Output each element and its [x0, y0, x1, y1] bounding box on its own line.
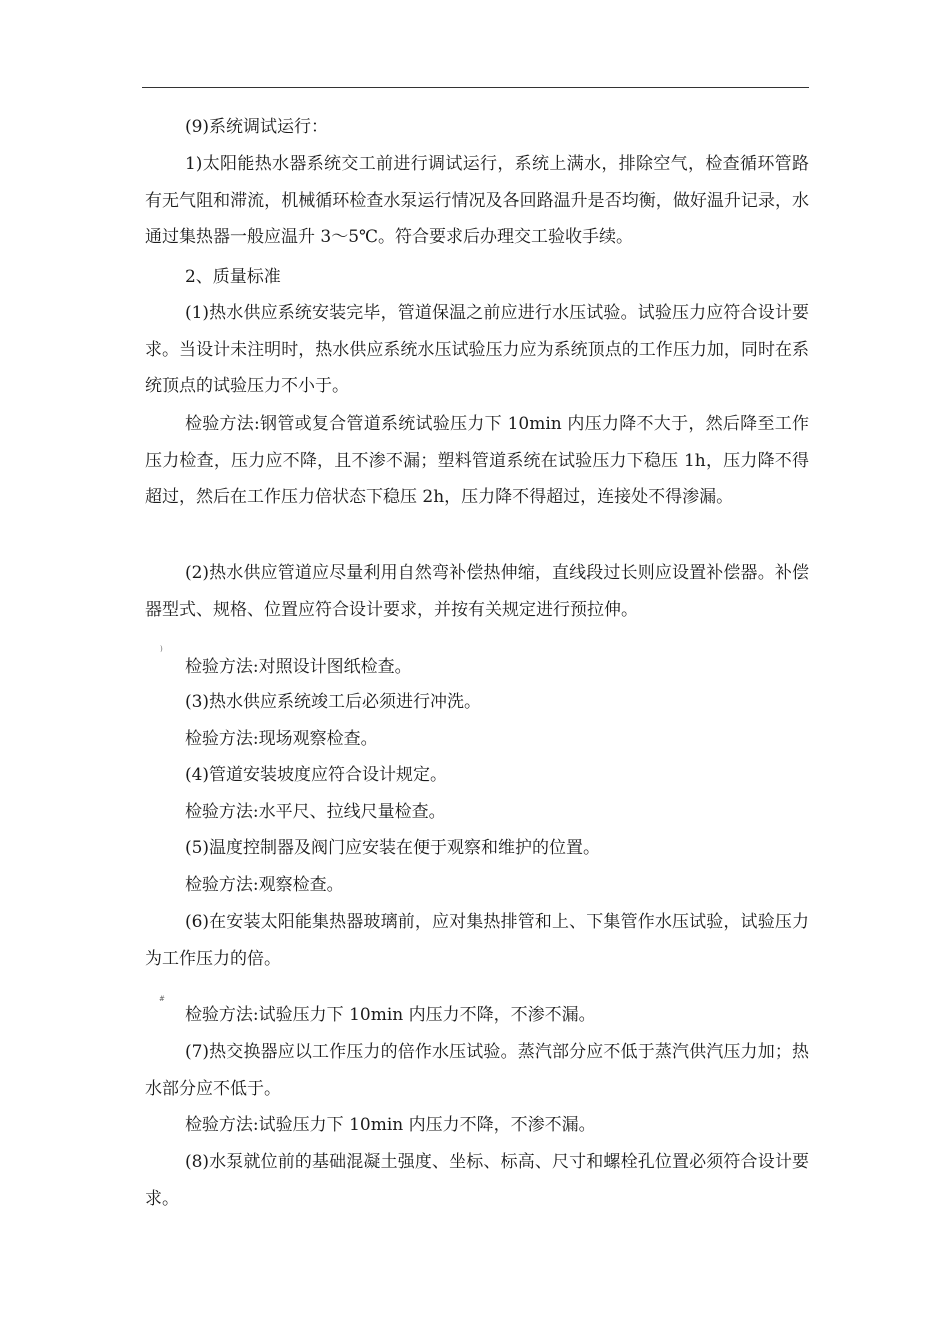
- header-rule: [142, 87, 809, 88]
- paragraph-inspection-method-5: 检验方法:观察检查。: [184, 875, 344, 895]
- stray-mark: ): [160, 645, 163, 653]
- paragraph-item-1: (1)热水供应系统安装完毕，管道保温之前应进行水压试验。试验压力应符合设计要求。当设计未注明时，热水供应系统水压试验压力应为系统顶点的工作压力加，同时在系统顶点的试验压力不小于。: [145, 303, 809, 396]
- paragraph-item-3: (3)热水供应系统竣工后必须进行冲洗。: [184, 692, 482, 712]
- paragraph-solar-commissioning: 1)太阳能热水器系统交工前进行调试运行，系统上满水，排除空气，检查循环管路有无气阻和滞流，机械循环检查水泵运行情况及各回路温升是否均衡，做好温升记录，水通过集热器一般应温升 3～5℃。符合要求后办理交工验收手续。: [145, 154, 809, 247]
- paragraph-item-2: (2)热水供应管道应尽量利用自然弯补偿热伸缩，直线段过长则应设置补偿器。补偿器型式、规格、位置应符合设计要求，并按有关规定进行预拉伸。: [145, 563, 809, 620]
- paragraph-item-4: (4)管道安装坡度应符合设计规定。: [184, 765, 448, 785]
- paragraph-inspection-method-3: 检验方法:现场观察检查。: [184, 729, 378, 749]
- paragraph-item-7: (7)热交换器应以工作压力的倍作水压试验。蒸汽部分应不低于蒸汽供汽压力加；热水部分应不低于。: [145, 1042, 809, 1099]
- paragraph-item-6: (6)在安装太阳能集热器玻璃前，应对集热排管和上、下集管作水压试验，试验压力为工作压力的倍。: [145, 912, 809, 969]
- paragraph-inspection-method-7: 检验方法:试验压力下 10min 内压力不降，不渗不漏。: [184, 1115, 596, 1135]
- stray-mark: #: [159, 995, 165, 1003]
- paragraph-inspection-method-4: 检验方法:水平尺、拉线尺量检查。: [184, 802, 446, 822]
- paragraph-inspection-method-1: 检验方法:钢管或复合管道系统试验压力下 10min 内压力降不大于，然后降至工作压力检查，压力应不降，且不渗不漏；塑料管道系统在试验压力下稳压 1h，压力降不得超过，然后在工作压力倍状态下稳压 2h，压力降不得超过，连接处不得渗漏。: [145, 414, 809, 507]
- paragraph-9-heading: (9)系统调试运行：: [184, 117, 329, 137]
- paragraph-inspection-method-6: 检验方法:试验压力下 10min 内压力不降，不渗不漏。: [184, 1005, 596, 1025]
- paragraph-inspection-method-2: 检验方法:对照设计图纸检查。: [184, 657, 412, 677]
- paragraph-item-5: (5)温度控制器及阀门应安装在便于观察和维护的位置。: [184, 838, 601, 858]
- section-heading-quality-standard: 2、质量标准: [184, 267, 281, 287]
- paragraph-item-8: (8)水泵就位前的基础混凝土强度、坐标、标高、尺寸和螺栓孔位置必须符合设计要求。: [145, 1152, 809, 1209]
